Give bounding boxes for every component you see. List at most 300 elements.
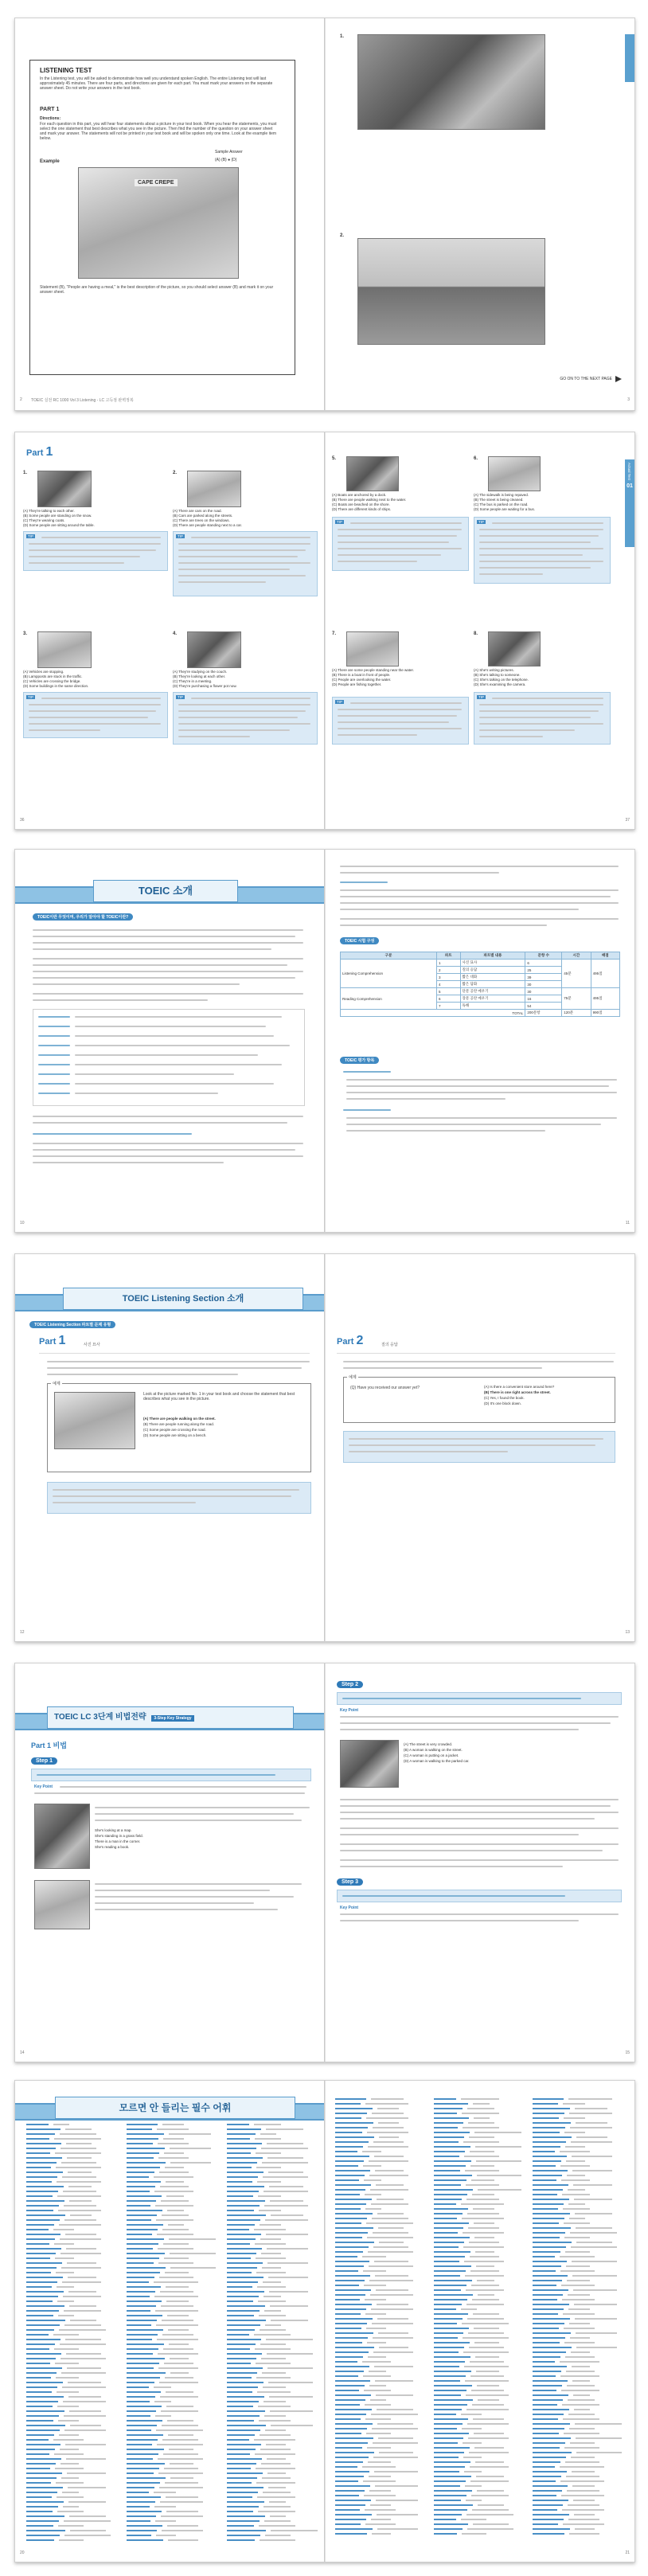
cell: 495점 [591,988,619,1010]
vocab-meaning [473,2313,499,2315]
vocab-word [533,2251,560,2253]
option-c: (C) They're wearing coats. [23,518,65,522]
text-line [47,1361,310,1362]
vocab-word [227,2186,264,2187]
vocab-word [227,2539,255,2541]
vocab-word [26,2181,52,2183]
vocab-meaning [370,2189,408,2191]
line-1: She's looking at a map. [95,1828,132,1832]
vocab-word [335,2194,360,2195]
text-line [343,1367,542,1369]
vocab-meaning [66,2143,92,2144]
vocab-word [533,2265,561,2267]
vocab-meaning [364,2495,396,2496]
vocab-meaning [260,2329,286,2331]
vocab-meaning [365,2523,396,2525]
vocab-meaning [466,2184,499,2186]
vocab-meaning [164,2257,189,2259]
option-c: (C) Some people are crossing the road. [143,1428,206,1432]
vocab-meaning [466,2289,504,2291]
vocab-word [227,2167,252,2168]
vocab-meaning [470,2466,509,2468]
vocab-word [533,2136,572,2138]
vocab-meaning [264,2310,281,2312]
vocab-meaning [568,2504,599,2506]
vocab-meaning [64,2205,96,2207]
vocab-word [533,2533,564,2535]
vocab-meaning [262,2162,308,2164]
vocab-meaning [369,2160,408,2162]
vocab-word [127,2305,156,2307]
vocab-word [434,2127,458,2128]
vocab-word [533,2275,568,2277]
cell: 2 [436,967,460,974]
vocab-meaning [256,2468,295,2469]
vocab-word [26,2257,50,2259]
vocab-meaning [462,2533,486,2535]
vocab-meaning [166,2195,184,2197]
vocab-word [127,2520,150,2522]
vocab-meaning [159,2382,198,2383]
vocab-meaning [476,2160,521,2162]
vocab-word [227,2277,263,2278]
vocab-meaning [463,2127,499,2128]
tip-line [178,575,306,577]
vocab-word [335,2246,369,2248]
vocab-meaning [162,2229,189,2230]
vocab-meaning [58,2315,74,2316]
vocab-meaning [65,2234,96,2235]
vocab-word [26,2305,64,2307]
vocab-word [127,2410,156,2412]
vocab-word [335,2375,358,2377]
vocab-word [127,2272,160,2273]
vocab-word [335,2127,368,2128]
vocab-word [127,2391,161,2393]
vocab-word [227,2444,261,2445]
vocab-meaning [473,2208,494,2210]
text-line [346,1092,617,1093]
vocab-word [533,2246,566,2248]
vocab-word [127,2186,155,2187]
vocab-meaning [59,2224,101,2226]
page-right [326,18,634,410]
vocab-word [434,2184,461,2186]
th-time: 시간 [562,952,591,960]
vocab-column-3 [227,2122,322,2543]
vocab-word [533,2504,563,2506]
step1-photo-2 [34,1880,90,1929]
vocab-word [26,2348,49,2350]
vocab-meaning [64,2310,101,2312]
vocab-word [533,2490,562,2492]
vocab-meaning [366,2117,408,2119]
vocab-meaning [167,2525,198,2527]
vocab-meaning [374,2471,418,2472]
vocab-meaning [156,2324,198,2326]
vocab-word [26,2449,55,2450]
vocab-meaning [257,2286,286,2288]
vocab-word [127,2334,158,2336]
vocab-word [533,2394,568,2396]
vocab-word [26,2477,57,2479]
text-line [340,1850,603,1851]
vocab-word [434,2280,472,2281]
cell: 6 [525,960,562,967]
vocab-word [227,2434,255,2436]
vocab-meaning [464,2471,482,2472]
vocab-meaning [463,2442,482,2444]
vocab-meaning [271,2320,308,2321]
vocab-meaning [57,2391,79,2393]
vocab-word [227,2406,253,2407]
vocab-meaning [53,2334,79,2336]
vocab-word [127,2229,158,2230]
vocab-meaning [475,2461,504,2463]
vocab-meaning [379,2452,413,2453]
vocab-meaning [169,2449,193,2450]
vocab-meaning [576,2347,617,2348]
vocab-word [335,2466,357,2468]
vocab-word [434,2308,456,2310]
section-pill-evaluation: TOEIC 평가 항목 [340,1057,379,1064]
vocab-meaning [377,2409,413,2410]
vocab-meaning [154,2492,176,2493]
tip-label: TIP [28,695,34,699]
vocab-word [227,2224,255,2226]
vocab-word [533,2461,560,2463]
vocab-word [227,2272,252,2273]
vocab-word [335,2122,373,2124]
vocab-word [227,2191,259,2192]
tip-line [338,548,462,549]
section-pill: TOEIC Listening Section 파트별 문제 유형 [29,1321,115,1328]
vocab-word [533,2194,557,2195]
vocab-word [335,2500,371,2501]
vocab-word [227,2339,261,2340]
q-options [332,668,467,687]
vocab-meaning [377,2304,408,2305]
vocab-meaning [167,2420,193,2422]
option-b: (B) Lampposts are stuck in the traffic. [23,674,83,678]
vocab-meaning [156,2219,193,2221]
vocab-meaning [55,2468,84,2469]
vocab-meaning [374,2156,404,2157]
q-photo [187,631,241,668]
vocab-meaning [560,2466,604,2468]
vocab-meaning [365,2404,391,2406]
example-label: Example [40,159,60,164]
vocab-meaning [262,2477,291,2479]
vocab-meaning [561,2285,595,2286]
vocab-word [26,2343,55,2345]
vocab-word [127,2439,158,2441]
text-line [33,971,303,972]
vocab-meaning [474,2342,499,2343]
vocab-meaning [365,2208,381,2210]
text-line [33,1133,192,1135]
vocab-meaning [365,2418,391,2420]
vocab-meaning [462,2323,509,2324]
vocab-word [127,2133,164,2135]
vocab-meaning [371,2414,418,2415]
vocab-meaning [258,2511,295,2512]
vocab-word [533,2203,564,2205]
vocab-word [335,2175,365,2176]
vocab-word [127,2324,151,2326]
vocab-meaning [155,2520,176,2522]
vocab-word [533,2141,566,2143]
vocab-meaning [373,2232,408,2234]
vocab-word [434,2194,467,2195]
tip-line [178,736,250,737]
vocab-word [335,2433,361,2434]
option-d: (D) There are different kinds of ships. [332,507,392,511]
vocab-word [434,2199,462,2200]
vocab-meaning [471,2390,504,2391]
vocab-meaning [64,2415,106,2417]
th-count: 문항 수 [525,952,562,960]
option-b: (B) Cars are parked along the streets. [173,514,233,518]
vocab-meaning [376,2394,413,2396]
tip-line [492,522,603,524]
vocab-meaning [267,2367,313,2369]
text-line [340,889,619,891]
vocab-word [533,2170,568,2171]
vocab-meaning [378,2122,399,2124]
vocab-word [335,2313,361,2315]
vocab-word [127,2353,153,2355]
vocab-meaning [567,2490,599,2492]
vocab-meaning [67,2262,96,2264]
tip-line [29,723,161,725]
vocab-word [533,2318,570,2320]
vocab-meaning [570,2442,595,2444]
vocab-meaning [255,2138,281,2140]
text-line [340,1913,619,1915]
tip-line [479,717,591,718]
vocab-meaning [363,2480,396,2482]
vocab-word [26,2272,51,2273]
vocab-word [335,2270,358,2272]
vocab-word [26,2320,65,2321]
vocab-word [335,2294,365,2296]
text-line [340,1859,619,1861]
vocab-meaning [62,2386,106,2388]
vocab-meaning [169,2343,189,2345]
vocab-word [127,2128,152,2130]
vocab-meaning [256,2152,281,2154]
q-number: 8. [474,631,478,636]
vocab-word [335,2227,373,2229]
vocab-word [227,2358,256,2359]
vocab-word [533,2323,564,2324]
vocab-word [26,2219,60,2221]
vocab-word [533,2337,565,2339]
vocab-word [26,2530,65,2531]
vocab-meaning [261,2148,308,2149]
text-line [343,1361,614,1362]
page-right [326,432,634,829]
title-text: TOEIC LC 3단계 비법전략 [54,1713,146,1722]
folio-right: 21 [625,2551,630,2555]
vocab-word [227,2219,260,2221]
vocab-word [335,2490,365,2492]
vocab-word [26,2434,54,2436]
vocab-meaning [68,2487,106,2488]
text-line [33,977,295,979]
vocab-word [227,2300,253,2302]
vocab-meaning [162,2530,203,2531]
vocab-meaning [263,2401,286,2402]
vocab-meaning [58,2525,84,2527]
list-value [75,1083,274,1085]
vocab-word [26,2520,59,2522]
tip-box [474,692,611,745]
key-point-3: Key Point [340,1906,359,1910]
vocab-meaning [466,2409,509,2410]
vocab-word [533,2218,564,2219]
vocab-word [127,2171,154,2173]
vocab-word [335,2213,373,2214]
vocab-meaning [160,2291,193,2293]
table-row [341,988,620,995]
tip-line [350,702,462,704]
text-line [340,866,619,867]
vocab-word [533,2304,569,2305]
text-line [340,1716,619,1718]
vocab-meaning [269,2186,303,2187]
vocab-word [533,2356,560,2358]
vocab-meaning [267,2353,313,2355]
vocab-word [335,2394,371,2396]
vocab-meaning [569,2323,590,2324]
vocab-meaning [260,2224,281,2226]
text-line [53,1495,291,1497]
vocab-word [434,2203,456,2205]
vocab-meaning [64,2535,111,2536]
option-c: (C) There are trees on the windows. [173,518,230,522]
page-title [47,1706,294,1729]
vocab-word [26,2458,61,2460]
option-b: (B) She's talking to someone. [474,673,521,677]
list-value [75,1045,290,1046]
vocab-meaning [372,2113,404,2114]
text-line [33,964,287,966]
vocab-word [227,2506,259,2508]
vocab-meaning [265,2324,281,2326]
vocab-word [26,2315,53,2316]
vocab-meaning [170,2253,216,2254]
cell: 질의 응답 [460,967,525,974]
text-line [95,1896,294,1898]
cell: 25 [525,967,562,974]
vocab-meaning [270,2200,303,2202]
vocab-meaning [64,2219,96,2221]
vocab-word [335,2237,362,2238]
vocab-word [533,2256,555,2257]
vocab-meaning [69,2515,106,2517]
part1-explain-box [47,1482,311,1514]
tip-line [479,541,591,543]
vocab-meaning [57,2511,84,2512]
vocab-meaning [159,2277,193,2278]
vocab-word [227,2391,252,2393]
vocab-meaning [264,2415,286,2417]
vocab-meaning [370,2294,413,2296]
th-category: 구분 [341,952,437,960]
vocab-meaning [267,2472,286,2474]
vocab-word [434,2471,459,2472]
vocab-word [26,2214,65,2216]
vocab-meaning [377,2199,404,2200]
tip-line [178,729,290,731]
vocab-meaning [163,2138,184,2140]
vocab-word [434,2328,469,2329]
vocab-meaning [264,2520,291,2522]
vocab-word [26,2334,49,2336]
page-title: TOEIC Listening Section 소개 [63,1288,303,1310]
page-left [15,432,324,829]
q-number: 2. [173,471,178,475]
vocab-meaning [166,2391,193,2393]
vocab-meaning [370,2504,391,2506]
vocab-meaning [69,2200,92,2202]
vocab-row [26,2538,122,2543]
vocab-meaning [571,2141,612,2143]
vocab-meaning [256,2482,295,2484]
vocab-word [434,2318,463,2320]
vocab-meaning [70,2425,101,2426]
tip-label: TIP [478,695,485,699]
vocab-word [127,2243,158,2245]
vocab-meaning [567,2385,595,2386]
text-line [349,1438,603,1440]
list-value [75,1064,282,1065]
vocab-word [26,2453,49,2455]
list-key [38,1093,70,1094]
vocab-word [227,2535,260,2536]
text-line [340,1920,579,1921]
vocab-word [127,2195,162,2197]
vocab-word [127,2329,163,2331]
vocab-word [434,2108,463,2109]
vocab-meaning [57,2195,101,2197]
list-value [75,1054,258,1056]
vocab-word [127,2515,156,2517]
option-b: (B) They're looking at each other. [173,674,226,678]
vocab-meaning [170,2162,211,2164]
text-line [33,942,303,944]
vocab-word [26,2492,57,2493]
vocab-word [335,2461,363,2463]
vocab-meaning [168,2434,193,2436]
vocab-word [127,2530,157,2531]
vocab-word [434,2275,460,2277]
vocab-meaning [468,2332,504,2334]
part2-title [337,1334,363,1348]
part1-desc: 사진 묘사 [84,1343,100,1347]
step1-pill: Step 1 [31,1757,57,1765]
vocab-word [434,2232,458,2234]
tip-line [338,541,449,543]
vocab-word [335,2409,372,2410]
option-b: (B) A woman is walking on the street. [404,1748,463,1752]
text-line [346,1117,617,1119]
vocab-word [434,2208,468,2210]
tip-line [29,704,161,706]
vocab-meaning [170,2477,193,2479]
